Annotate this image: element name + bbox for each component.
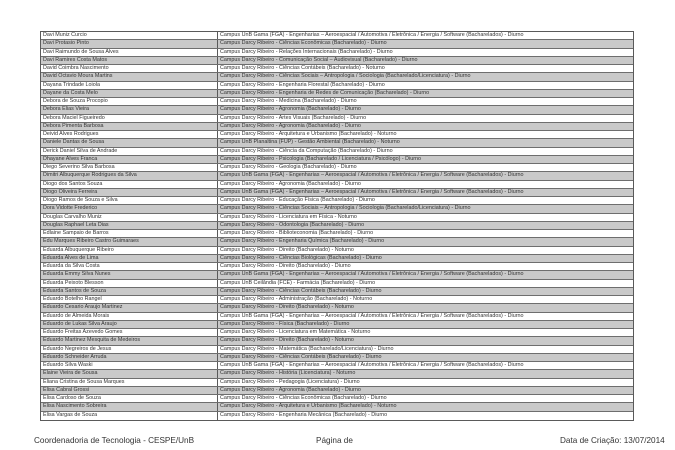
course-cell: Campus Darcy Ribeiro - Ciências Sociais – Antropologia / Sociologia (Bacharelado/Licenciatura) - Diurno (220, 205, 471, 212)
table-row (41, 156, 633, 164)
table-row (41, 354, 633, 362)
student-name-cell: Davi Ramires Costa Matos (41, 57, 218, 64)
table-row (41, 40, 633, 48)
table-row (41, 90, 633, 98)
course-cell: Campus Darcy Ribeiro - Direito (Bacharelado) - Noturno (220, 337, 354, 344)
table-row (41, 98, 633, 106)
table-row (41, 82, 633, 90)
table-row (41, 329, 633, 337)
table-row (41, 115, 633, 123)
student-name-cell: Diogo dos Santos Souza (41, 181, 218, 188)
student-name-cell: Eduardo de Almeida Morais (41, 313, 218, 320)
table-row (41, 106, 633, 114)
table-row (41, 346, 633, 354)
table-row (41, 337, 633, 345)
student-name-cell: Diogo Oliveira Ferreira (41, 189, 218, 196)
course-cell: Campus Darcy Ribeiro - Biblioteconomia (Bacharelado) - Diurno (220, 230, 374, 236)
course-cell: Campus Darcy Ribeiro - Agronomia (Bacharelado) - Diurno (220, 106, 361, 113)
student-name-cell: Edlaine Sampaio de Barros (41, 230, 218, 237)
student-name-cell: Eduardo Silva Waski (41, 362, 218, 369)
course-cell: Campus UnB Gama (FGA) - Engenharias – Aeroespacial / Automotiva / Eletrônica / Energia / Software (Bacharelados) - Diurno (220, 32, 524, 38)
course-cell: Campus Darcy Ribeiro - Geologia (Bacharelado) - Diurno (220, 164, 357, 170)
course-cell: Campus Darcy Ribeiro - Psicologia (Bacharelado / Licenciatura / Psicólogo) - Diurno (220, 155, 422, 162)
student-name-cell: Davi Protasio Pinto (41, 40, 218, 47)
table-row (41, 32, 633, 40)
table-row (41, 57, 633, 65)
table-row (41, 288, 633, 296)
table-row (41, 313, 633, 321)
table-row (41, 271, 633, 279)
student-name-cell: Dayana Trindade Loiola (41, 82, 218, 89)
table-row (41, 181, 633, 189)
course-cell: Campus Darcy Ribeiro - Arquitetura e Urbanismo (Bacharelado) - Noturno (220, 131, 397, 137)
course-cell: Campus Darcy Ribeiro - Agronomia (Bacharelado) - Diurno (220, 180, 361, 187)
table-row (41, 172, 633, 180)
table-row (41, 255, 633, 263)
student-name-cell: Eduardo de Lukas Silva Araujo (41, 321, 218, 328)
student-name-cell: Eduardo Freitas Azevedo Gomes (41, 329, 218, 336)
table-row (41, 379, 633, 387)
student-name-cell: Debora Maciel Figueiredo (41, 115, 218, 122)
student-name-cell: Davi Muniz Curcio (41, 32, 218, 39)
student-name-cell: Diego Severino Silva Barbosa (41, 164, 218, 171)
course-cell: Campus Darcy Ribeiro - Comunicação Social – Audiovisual (Bacharelado) - Diurno (220, 56, 418, 63)
student-name-cell: Debora de Souza Procopio (41, 98, 218, 105)
course-cell: Campus Darcy Ribeiro - Direito (Bacharelado) - Noturno (220, 304, 354, 311)
course-cell: Campus Darcy Ribeiro - Medicina (Bacharelado) - Diurno (220, 98, 357, 104)
student-name-cell: Eduardo Schneider Arruda (41, 354, 218, 361)
student-name-cell: Dayane da Costa Melo (41, 90, 218, 97)
course-cell: Campus Darcy Ribeiro - Ciências Sociais – Antropologia / Sociologia (Bacharelado/Licenciatura) - Diurno (220, 73, 471, 80)
course-cell: Campus Darcy Ribeiro - Odontologia (Bacharelado) - Diurno (220, 221, 365, 228)
student-name-cell: David Octavio Moura Martins (41, 73, 218, 80)
table-row (41, 65, 633, 73)
footer-organization: Coordenadoria de Tecnologia - CESPE/UnB (34, 436, 195, 445)
student-name-cell: Eduardo Botelho Rangel (41, 296, 218, 303)
student-name-cell: Dhayane Alves Franca (41, 156, 218, 163)
table-row (41, 387, 633, 395)
course-cell: Campus Darcy Ribeiro - Ciências Contábeis (Bacharelado) - Diurno (220, 287, 382, 294)
table-row (41, 131, 633, 139)
student-name-cell: Eduardo Cesario Araujo Martinez (41, 304, 218, 311)
course-cell: Campus Darcy Ribeiro - Direito (Bacharelado) - Noturno (220, 246, 354, 253)
student-name-cell: Elisa Cabral Grossi (41, 387, 218, 394)
course-cell: Campus UnB Gama (FGA) - Engenharias – Aeroespacial / Automotiva / Eletrônica / Energia / Software (Bacharelados) - Diurno (220, 172, 524, 179)
table-row (41, 73, 633, 81)
table-row (41, 189, 633, 197)
student-name-cell: Daniele Dantas de Sousa (41, 139, 218, 146)
table-row (41, 123, 633, 131)
student-name-cell: Dora Vidotte Frederico (41, 205, 218, 212)
student-name-cell: Eliana Cristina de Sousa Marques (41, 379, 218, 386)
course-cell: Campus Darcy Ribeiro - Relações Internacionais (Bacharelado) - Diurno (220, 48, 393, 55)
course-cell: Campus Darcy Ribeiro - Ciência da Computação (Bacharelado) - Diurno (220, 147, 393, 154)
course-cell: Campus Darcy Ribeiro - Ciências Econômicas (Bacharelado) - Diurno (220, 40, 387, 47)
course-cell: Campus Darcy Ribeiro - Agronomia (Bacharelado) - Diurno (220, 122, 361, 129)
student-name-cell: Eduarda da Silva Costa (41, 263, 218, 270)
table-row (41, 139, 633, 147)
table-row (41, 197, 633, 205)
table-row (41, 321, 633, 329)
table-row (41, 148, 633, 156)
course-cell: Campus Darcy Ribeiro - Engenharia Mecânica (Bacharelado) - Diurno (220, 411, 388, 418)
table-row (41, 280, 633, 288)
course-cell: Campus Darcy Ribeiro - Agronomia (Bacharelado) - Diurno (220, 386, 361, 393)
table-row (41, 230, 633, 238)
table-row (41, 164, 633, 172)
course-cell: Campus UnB Gama (FGA) - Engenharias – Aeroespacial / Automotiva / Eletrônica / Energia / Software (Bacharelados) - Diurno (220, 312, 524, 319)
course-cell: Campus Darcy Ribeiro - Ciências Biológicas (Bacharelado) - Diurno (220, 254, 382, 261)
table-row (41, 49, 633, 57)
student-name-cell: Eduarda Alves de Lima (41, 255, 218, 262)
student-name-cell: Eduardo Martinez Mesquita de Medeiros (41, 337, 218, 344)
table-row (41, 214, 633, 222)
course-cell: Campus Darcy Ribeiro - Artes Visuais (Bacharelado) - Diurno (220, 114, 367, 121)
student-name-cell: Douglas Carvalho Muniz (41, 214, 218, 221)
table-row (41, 370, 633, 378)
course-cell: Campus UnB Gama (FGA) - Engenharias – Aeroespacial / Automotiva / Eletrônica / Energia / Software (Bacharelados) - Diurno (220, 362, 524, 368)
table-row (41, 304, 633, 312)
course-cell: Campus UnB Ceilândia (FCE) - Farmácia (Bacharelado) - Diurno (220, 279, 376, 286)
course-cell: Campus Darcy Ribeiro - Ciências Contábeis (Bacharelado) - Diurno (220, 353, 382, 360)
table-row (41, 222, 633, 230)
course-cell: Campus Darcy Ribeiro - Educação Física (Bacharelado) - Diurno (220, 197, 375, 203)
course-cell: Campus Darcy Ribeiro - Direito (Bacharelado) - Diurno (220, 263, 351, 269)
course-cell: Campus Darcy Ribeiro - Engenharia Química (Bacharelado) - Diurno (220, 238, 385, 245)
student-name-cell: Debora Pimenta Barbosa (41, 123, 218, 130)
table-row (41, 412, 633, 420)
table-row (41, 296, 633, 304)
table-row (41, 205, 633, 213)
student-name-cell: Dimitri Albuquerque Rodrigues da Silva (41, 172, 218, 179)
table-row (41, 247, 633, 255)
table-row (41, 263, 633, 271)
student-name-cell: Davi Raimundo de Sousa Alves (41, 49, 218, 56)
course-cell: Campus UnB Planaltina (FUP) - Gestão Ambiental (Bacharelado) - Noturno (220, 139, 400, 146)
table-row (41, 403, 633, 411)
student-name-cell: Deivid Alves Rodrigues (41, 131, 218, 138)
student-name-cell: Eduardo Negreiros de Jesus (41, 346, 218, 353)
course-cell: Campus UnB Gama (FGA) - Engenharias – Aeroespacial / Automotiva / Eletrônica / Energia / Software (Bacharelados) - Diurno (220, 271, 524, 278)
student-name-cell: Eduarda Albuquerque Ribeiro (41, 247, 218, 254)
table-row (41, 238, 633, 246)
student-name-cell: Elisa Nascimento Sobreira (41, 403, 218, 410)
student-name-cell: David Coimbra Nascimento (41, 65, 218, 72)
student-name-cell: Eduarda Santos de Souza (41, 288, 218, 295)
footer-page-number: Página de (316, 436, 353, 445)
student-name-cell: Elaine Vieira de Sousa (41, 370, 218, 377)
course-cell: Campus Darcy Ribeiro - Matemática (Bacharelado/Licenciatura) - Diurno (220, 345, 394, 352)
course-cell: Campus Darcy Ribeiro - Engenharia Florestal (Bacharelado) - Diurno (220, 81, 385, 88)
course-cell: Campus Darcy Ribeiro - Física (Bacharelado) - Diurno (220, 320, 350, 327)
course-cell: Campus Darcy Ribeiro - Licenciatura em Matemática - Noturno (220, 329, 371, 335)
student-name-cell: Edu Marques Ribeiro Castro Guimaraes (41, 238, 218, 245)
course-cell: Campus UnB Gama (FGA) - Engenharias – Aeroespacial / Automotiva / Eletrônica / Energia / Software (Bacharelados) - Diurno (220, 188, 524, 195)
student-name-cell: Douglas Raphael Leta Dias (41, 222, 218, 229)
course-cell: Campus Darcy Ribeiro - Engenharia de Redes de Comunicação (Bacharelado) - Diurno (220, 89, 430, 96)
course-cell: Campus Darcy Ribeiro - Pedagogia (Licenciatura) - Diurno (220, 378, 360, 385)
students-table (40, 31, 634, 421)
course-cell: Campus Darcy Ribeiro - Ciências Econômicas (Bacharelado) - Diurno (220, 395, 387, 401)
course-cell: Campus Darcy Ribeiro - História (Licenciatura) - Noturno (220, 370, 356, 377)
student-name-cell: Derick Daniel Silva de Andrade (41, 148, 218, 155)
student-name-cell: Eduarda Emmy Silva Nunes (41, 271, 218, 278)
student-name-cell: Diogo Ramos de Souza e Silva (41, 197, 218, 204)
course-cell: Campus Darcy Ribeiro - Administração (Bacharelado) - Noturno (220, 296, 373, 302)
footer-creation-date: Data de Criação: 13/07/2014 (560, 436, 665, 445)
table-row (41, 395, 633, 403)
student-name-cell: Elisa Cardoso de Souza (41, 395, 218, 402)
course-cell: Campus Darcy Ribeiro - Licenciatura em Física - Noturno (220, 213, 357, 220)
student-name-cell: Elisa Vargas de Souza (41, 412, 218, 420)
student-name-cell: Debora Elias Vieira (41, 106, 218, 113)
table-row (41, 362, 633, 370)
course-cell: Campus Darcy Ribeiro - Arquitetura e Urbanismo (Bacharelado) - Noturno (220, 403, 397, 410)
course-cell: Campus Darcy Ribeiro - Ciências Contábeis (Bacharelado) - Noturno (220, 65, 385, 71)
student-name-cell: Eduarda Peixoto Blesson (41, 280, 218, 287)
